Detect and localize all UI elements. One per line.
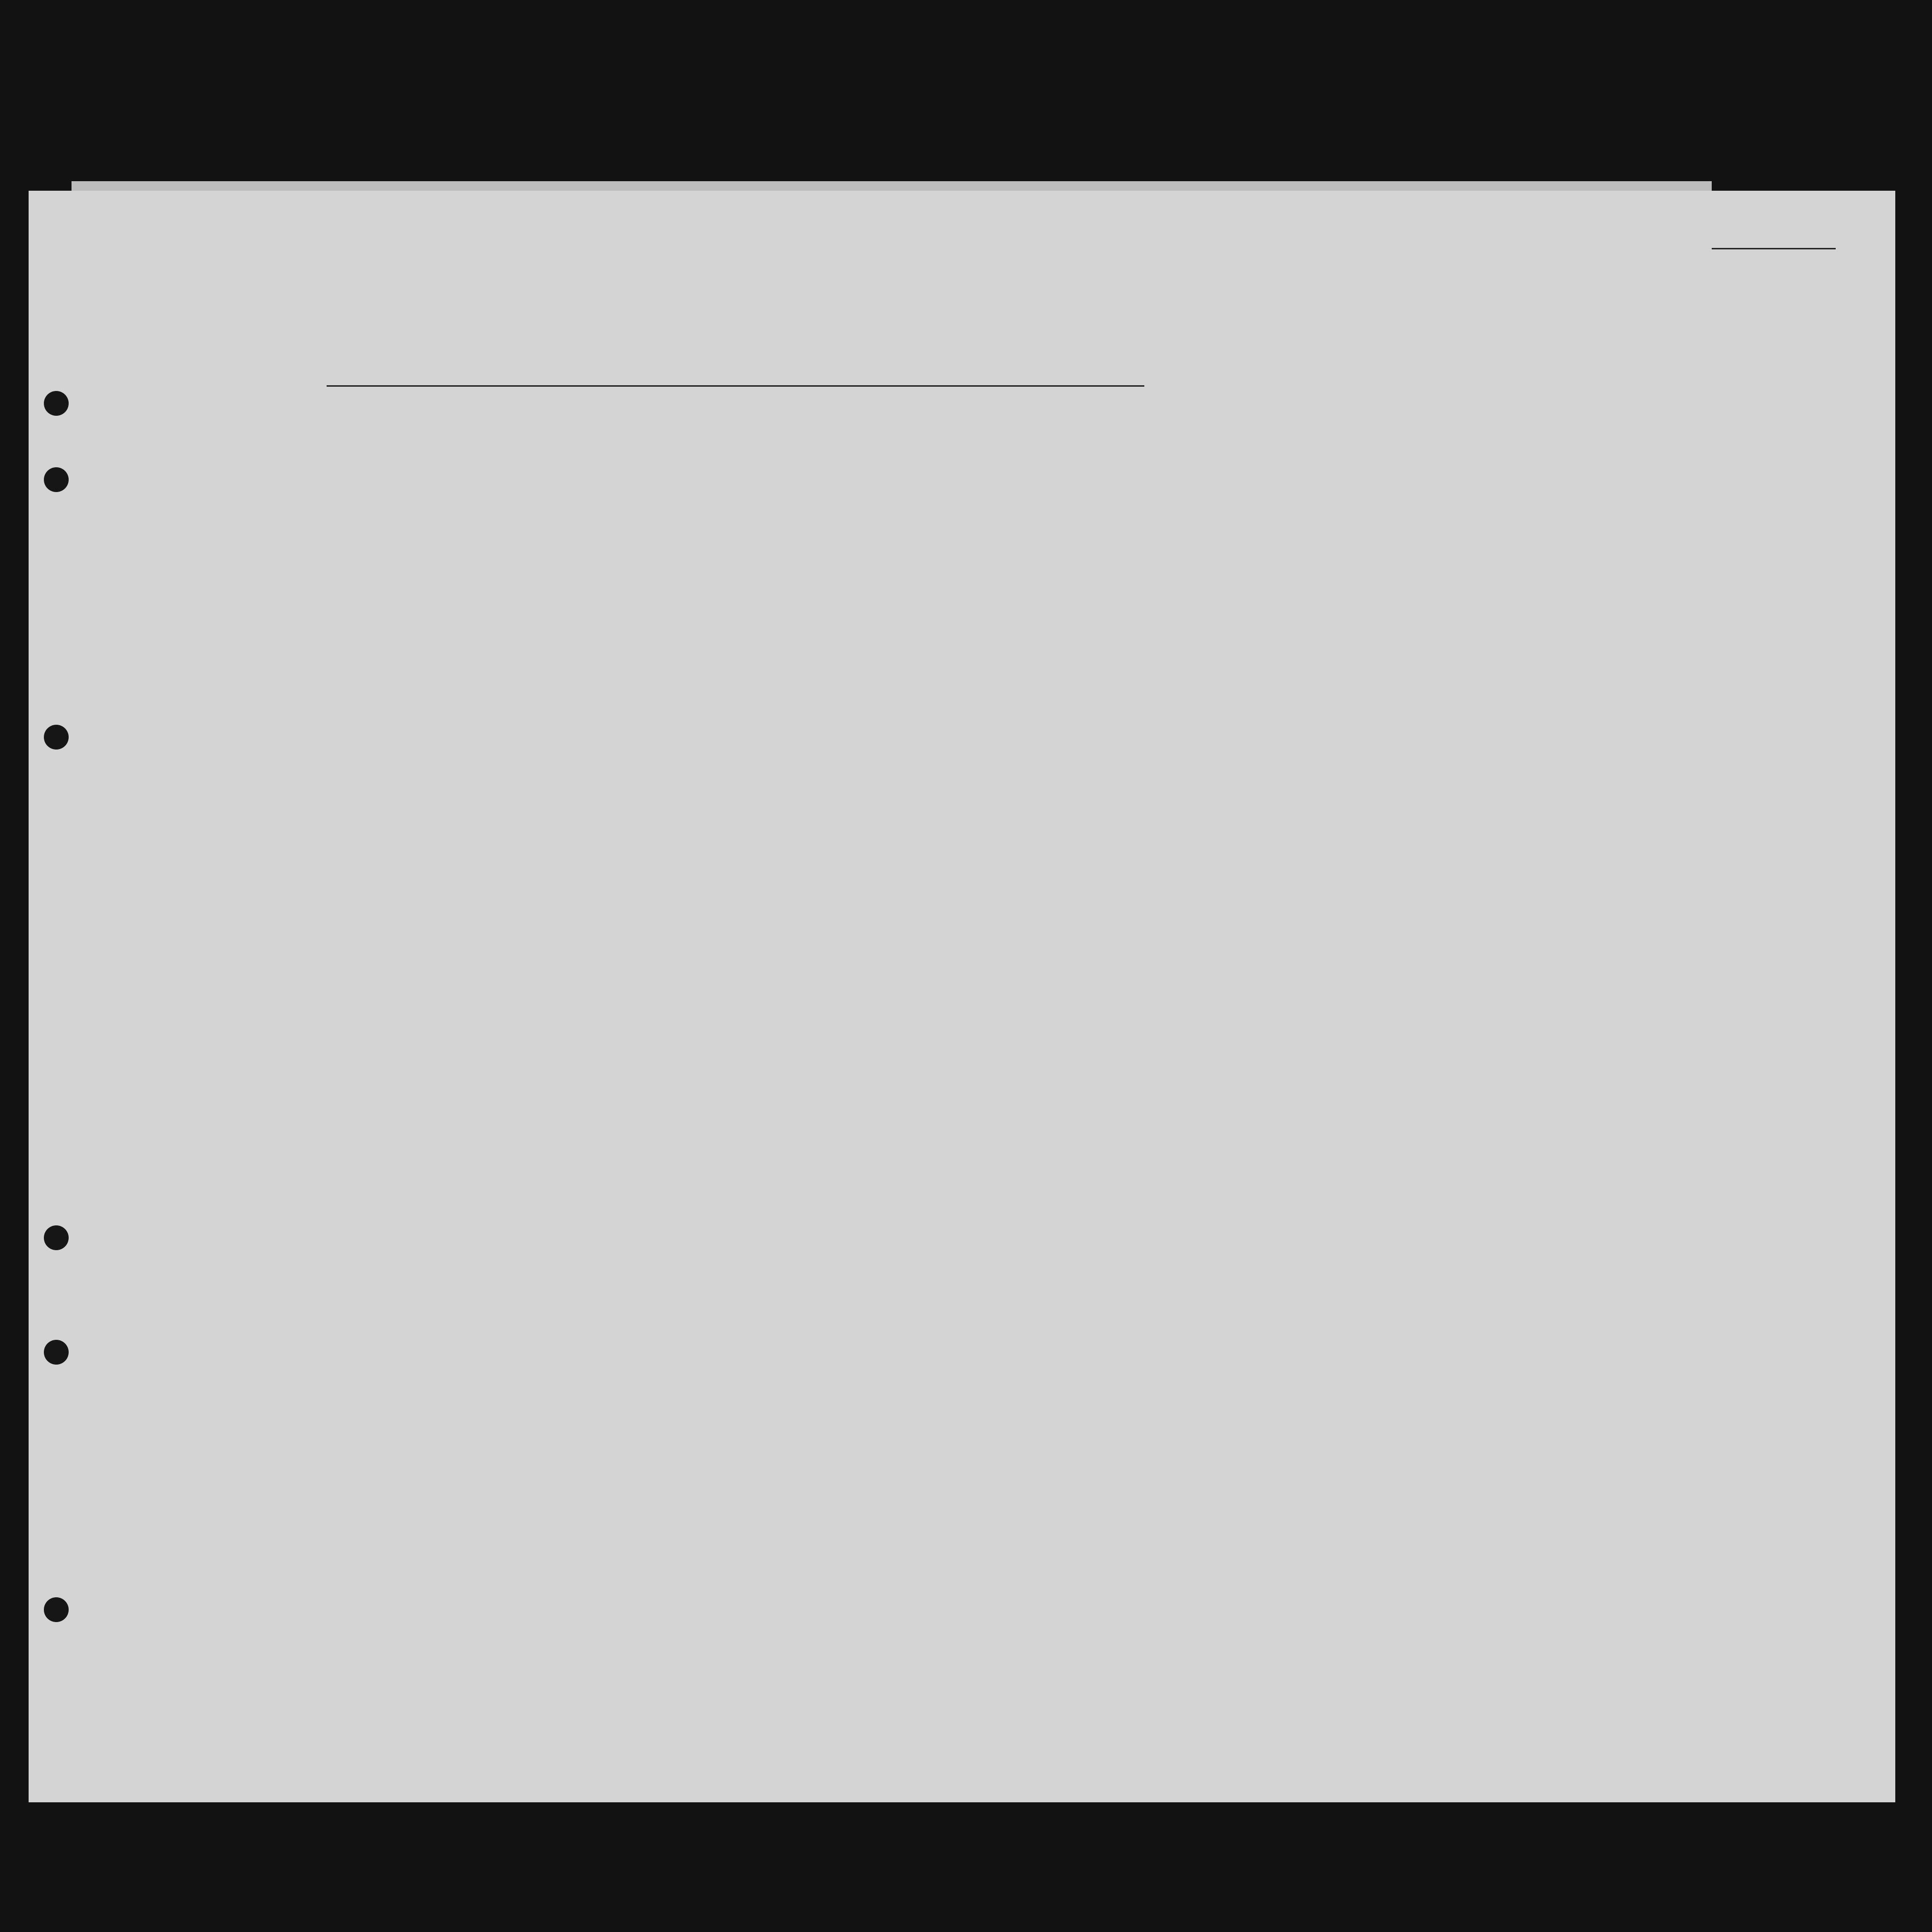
binder-hole bbox=[44, 391, 69, 416]
list-underline bbox=[1712, 248, 1836, 249]
binder-hole bbox=[44, 1340, 69, 1365]
binder-hole bbox=[44, 467, 69, 492]
manifest-table bbox=[29, 403, 1895, 1728]
date-underline bbox=[834, 385, 1144, 387]
manifest-sheet bbox=[29, 191, 1895, 1802]
binder-hole bbox=[44, 1597, 69, 1622]
binder-hole bbox=[44, 725, 69, 750]
port-underline bbox=[327, 385, 846, 387]
binder-hole bbox=[44, 1225, 69, 1250]
